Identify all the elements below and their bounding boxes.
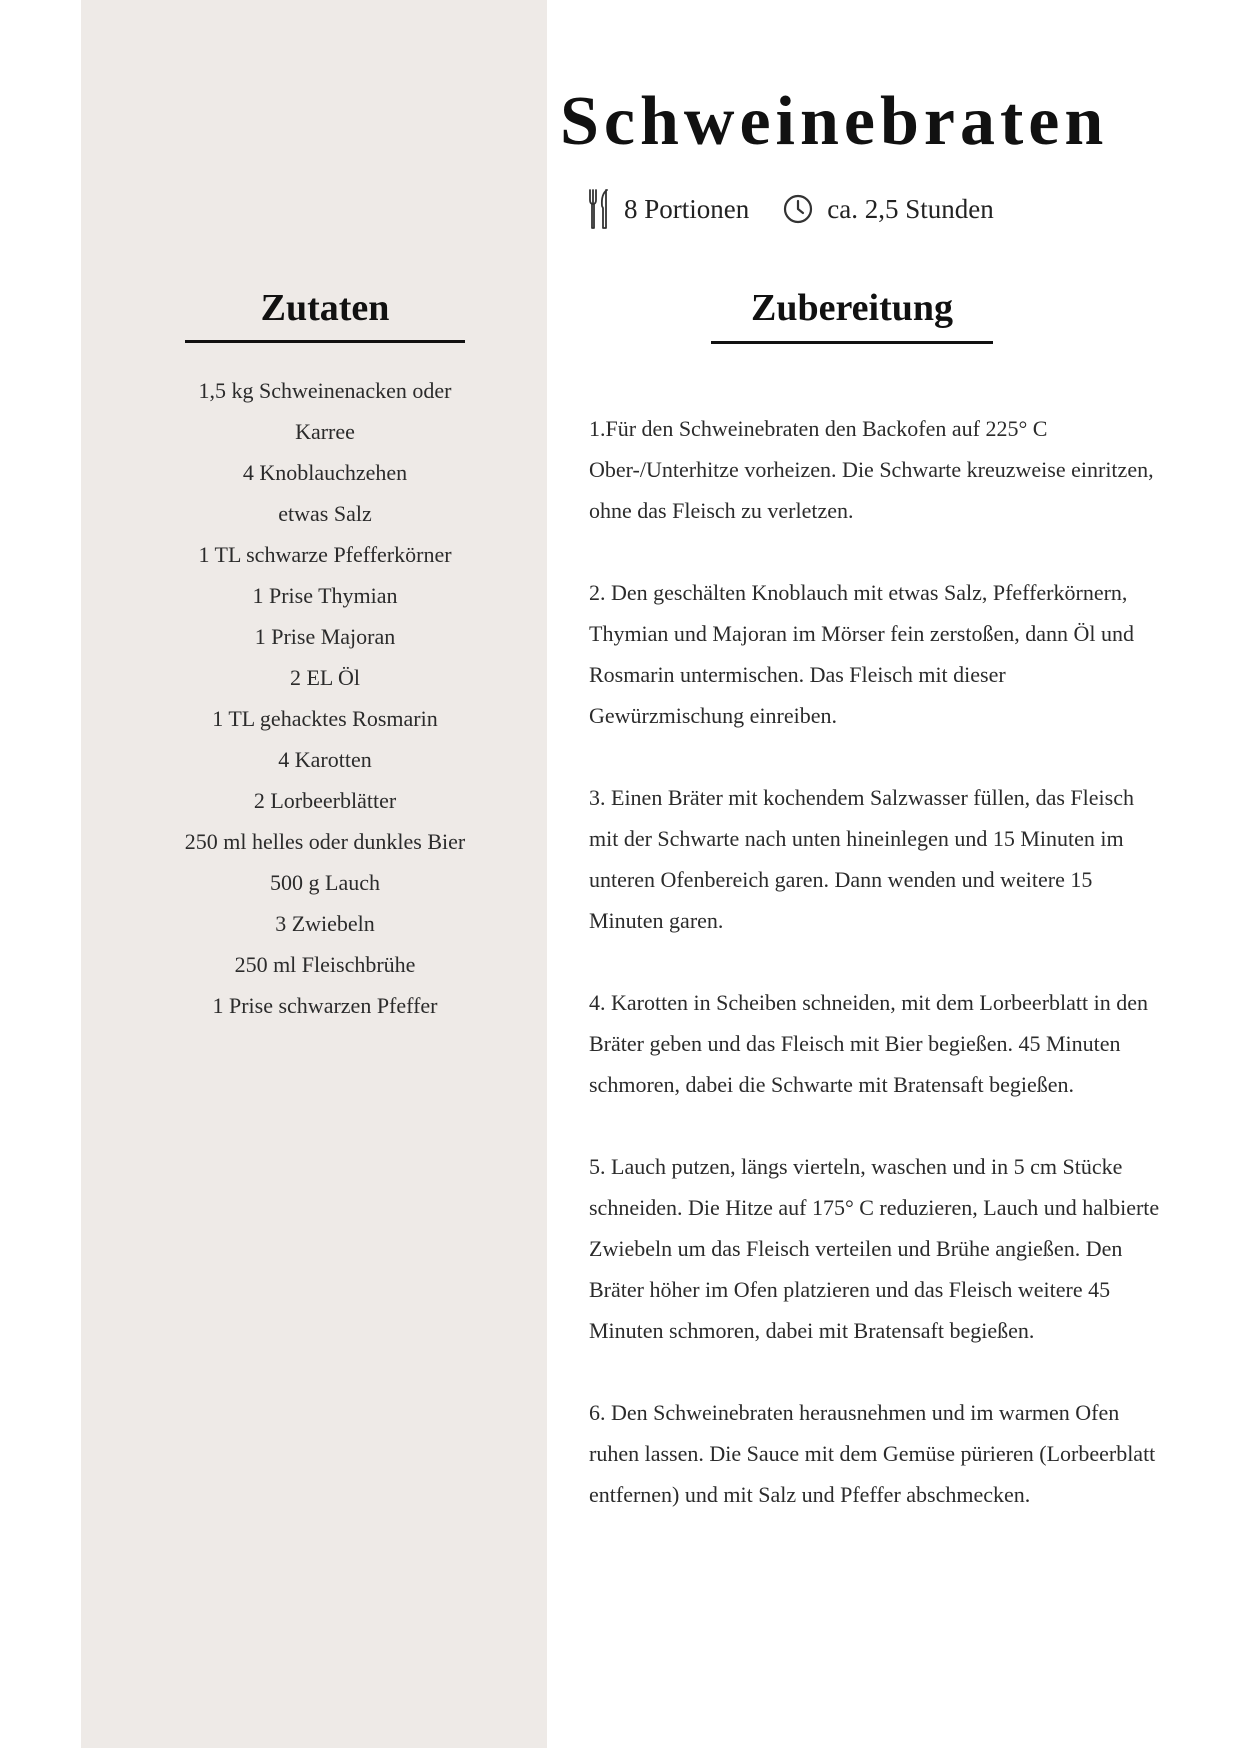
preparation-step-4: 4. Karotten in Scheiben schneiden, mit dem Lorbeerblatt in den Bräter geben und das Fleisch mit Bier begießen. 45 Minuten schmoren, dabei die Schwarte mit Bratensaft begießen. bbox=[589, 990, 1149, 1097]
ingredient-line: 1 Prise Thymian bbox=[252, 583, 398, 608]
ingredient-line: 250 ml Fleischbrühe bbox=[234, 952, 416, 977]
ingredient-line: 500 g Lauch bbox=[270, 870, 380, 895]
ingredient-list bbox=[130, 370, 520, 1026]
servings-label: 8 Portionen bbox=[624, 193, 750, 224]
ingredient-line: 2 EL Öl bbox=[289, 665, 361, 690]
ingredient-line: 1 TL gehacktes Rosmarin bbox=[212, 706, 438, 731]
fork-knife-icon bbox=[588, 188, 610, 230]
clock-icon bbox=[783, 194, 813, 224]
duration-label: ca. 2,5 Stunden bbox=[827, 193, 994, 224]
ingredients-heading: Zutaten bbox=[260, 287, 390, 329]
recipe-title: Schweinebraten bbox=[560, 83, 1109, 160]
ingredient-line: 250 ml helles oder dunkles Bier bbox=[184, 829, 466, 854]
ingredient-line: 1 TL schwarze Pfefferkörner bbox=[198, 542, 452, 567]
ingredient-line: Karree bbox=[295, 419, 355, 444]
ingredient-line: 4 Karotten bbox=[278, 747, 372, 772]
preparation-steps bbox=[589, 408, 1164, 1556]
preparation-step-6: 6. Den Schweinebraten herausnehmen und im warmen Ofen ruhen lassen. Die Sauce mit dem Gemüse pürieren (Lorbeerblatt entfernen) und mit Salz und Pfeffer abschmecken. bbox=[589, 1400, 1156, 1507]
recipe-meta bbox=[588, 184, 994, 234]
preparation-heading-divider bbox=[711, 341, 993, 344]
ingredient-line: 2 Lorbeerblätter bbox=[253, 788, 397, 813]
ingredient-line: etwas Salz bbox=[278, 501, 372, 526]
preparation-heading: Zubereitung bbox=[750, 287, 953, 329]
preparation-step-2: 2. Den geschälten Knoblauch mit etwas Salz, Pfefferkörnern, Thymian und Majoran im Mörser fein zerstoßen, dann Öl und Rosmarin untermischen. Das Fleisch mit dieser Gewürzmischung einreiben. bbox=[589, 580, 1134, 728]
ingredient-line: 1 Prise schwarzen Pfeffer bbox=[212, 993, 438, 1018]
preparation-step-1: 1.Für den Schweinebraten den Backofen auf 225° C Ober-/Unterhitze vorheizen. Die Schwarte kreuzweise einritzen, ohne das Fleisch zu verletzen. bbox=[589, 416, 1154, 523]
preparation-step-5: 5. Lauch putzen, längs vierteln, waschen und in 5 cm Stücke schneiden. Die Hitze auf 175° C reduzieren, Lauch und halbierte Zwiebeln um das Fleisch verteilen und Brühe angießen. Den Bräter höher im Ofen platzieren und das Fleisch weitere 45 Minuten schmoren, dabei mit Bratensaft begießen. bbox=[589, 1154, 1160, 1343]
ingredient-line: 3 Zwiebeln bbox=[275, 911, 375, 936]
ingredients-heading-divider bbox=[185, 340, 465, 343]
ingredient-line: 4 Knoblauchzehen bbox=[242, 460, 408, 485]
preparation-step-3: 3. Einen Bräter mit kochendem Salzwasser füllen, das Fleisch mit der Schwarte nach unten hineinlegen und 15 Minuten im unteren Ofenbereich garen. Dann wenden und weitere 15 Minuten garen. bbox=[589, 785, 1134, 933]
ingredient-line: 1 Prise Majoran bbox=[254, 624, 396, 649]
ingredient-line: 1,5 kg Schweinenacken oder bbox=[198, 378, 452, 403]
